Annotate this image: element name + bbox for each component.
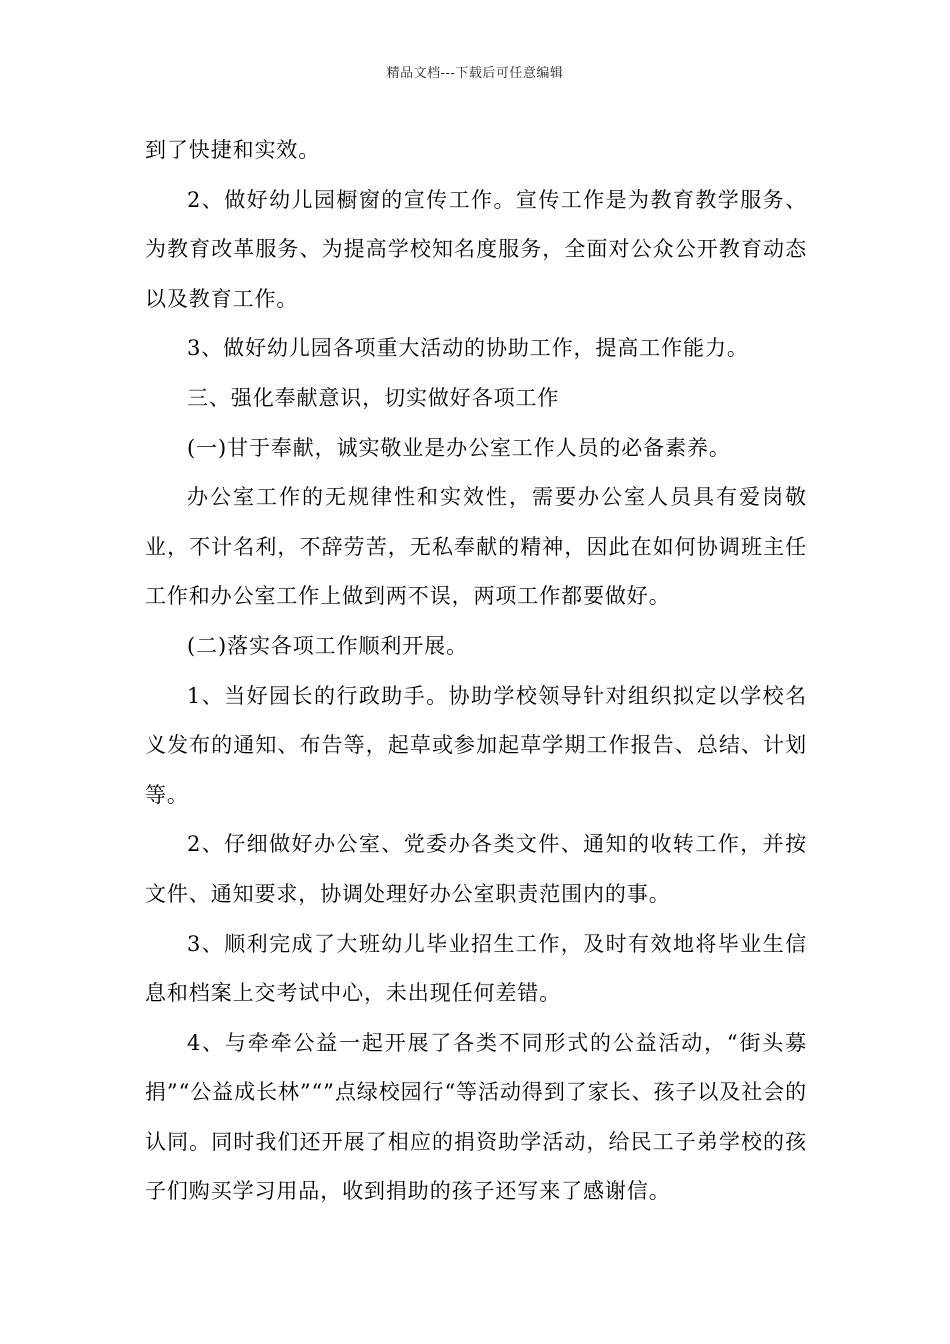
paragraph-continuation: 到了快捷和实效。: [145, 138, 321, 162]
paragraph-item-1-admin-assistant: 1、当好园长的行政助手。协助学校领导针对组织拟定以学校名义发布的通知、布告等，起草或参加起草学期工作报告、总结、计划等。: [145, 683, 807, 807]
paragraph-office-dedication: 办公室工作的无规律性和实效性，需要办公室人员具有爱岗敬业，不计名利，不辞劳苦，无私奉献的精神，因此在如何协调班主任工作和办公室工作上做到两不误，两项工作都要做好。: [145, 485, 807, 609]
paragraph-item-2-window-publicity: 2、做好幼儿园橱窗的宣传工作。宣传工作是为教育教学服务、为教育改革服务、为提高学校知名度服务，全面对公众公开教育动态以及教育工作。: [145, 187, 807, 311]
paragraph-item-4-charity-activities: 4、与牵牵公益一起开展了各类不同形式的公益活动，“街头募捐”“公益成长林”“”点绿校园行“等活动得到了家长、孩子以及社会的认同。同时我们还开展了相应的捐资助学活动，给民工子弟学校的孩子们购买学习用品，收到捐助的孩子还写来了感谢信。: [145, 1030, 807, 1204]
subsection-heading-2: (二)落实各项工作顺利开展。: [187, 633, 468, 658]
subsection-heading-1: (一)甘于奉献，诚实敬业是办公室工作人员的必备素养。: [187, 435, 731, 460]
paragraph-item-2-document-handling: 2、仔细做好办公室、党委办各类文件、通知的收转工作，并按文件、通知要求，协调处理好办公室职责范围内的事。: [145, 832, 807, 906]
paragraph-item-3-graduation-enrollment: 3、顺利完成了大班幼儿毕业招生工作，及时有效地将毕业生信息和档案上交考试中心，未出现任何差错。: [145, 931, 807, 1006]
section-heading-3: 三、强化奉献意识，切实做好各项工作: [187, 385, 560, 410]
paragraph-item-3-activity-assistance: 3、做好幼儿园各项重大活动的协助工作，提高工作能力。: [187, 336, 749, 361]
document-body: [145, 126, 807, 1217]
page-header: 精品文档---下载后可任意编辑: [386, 66, 564, 81]
